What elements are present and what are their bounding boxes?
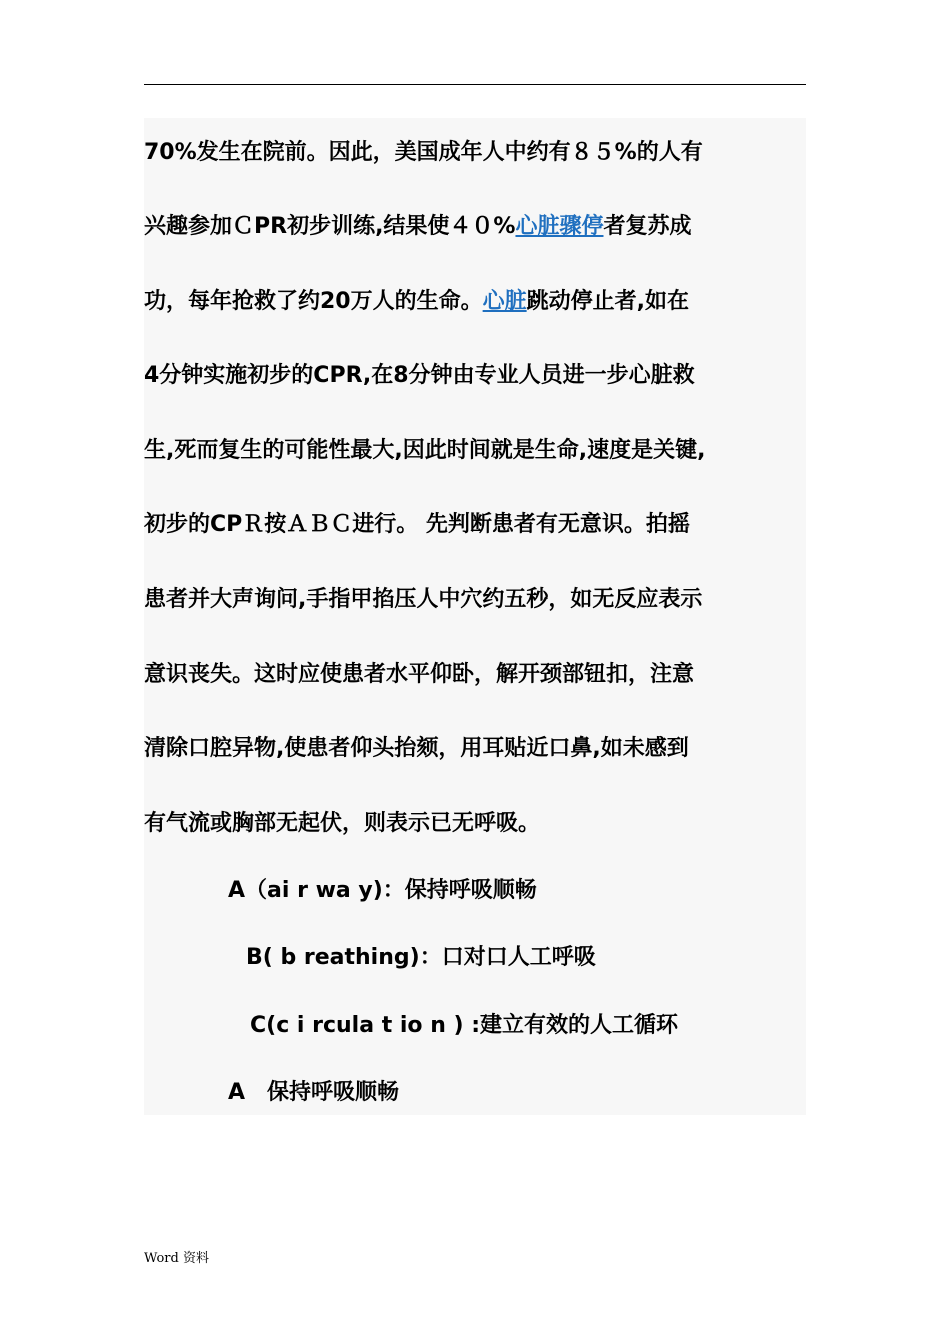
paragraph-line-1: 70%发生在院前。因此，美国成年人中约有８５%的人有 <box>144 140 703 165</box>
abc-item-breathing: B( b reathing)：口对口人工呼吸 <box>246 945 596 970</box>
paragraph-line-5: 生,死而复生的可能性最大,因此时间就是生命,速度是关键, <box>144 438 706 463</box>
paragraph-line-4: 4分钟实施初步的CPR,在8分钟由专业人员进一步心脏救 <box>144 363 695 388</box>
paragraph-line-6: 初步的CPＲ按ＡＢＣ进行。 先判断患者有无意识。拍摇 <box>144 512 690 537</box>
link-heart[interactable]: 心脏 <box>482 289 527 314</box>
paragraph-line-7: 患者并大声询问,手指甲掐压人中穴约五秒，如无反应表示 <box>144 587 703 612</box>
abc-item-airway: A（ai r wa y)：保持呼吸顺畅 <box>228 878 537 903</box>
section-heading: A 保持呼吸顺畅 <box>228 1080 400 1105</box>
paragraph-line-2-after: 者复苏成 <box>603 214 692 239</box>
paragraph-line-9: 清除口腔异物,使患者仰头抬颏，用耳贴近口鼻,如未感到 <box>144 736 689 761</box>
link-cardiac-arrest[interactable]: 心脏骤停 <box>515 214 604 239</box>
paragraph-line-2 <box>144 212 809 242</box>
abc-item-circulation: C(c i rcula t io n ) :建立有效的人工循环 <box>250 1013 679 1038</box>
paragraph-line-3 <box>144 287 809 317</box>
paragraph-line-10: 有气流或胸部无起伏，则表示已无呼吸。 <box>144 811 541 836</box>
header-rule <box>144 84 806 85</box>
footer-label: Word 资料 <box>144 1251 209 1266</box>
paragraph-line-3-before: 功，每年抢救了约20万人的生命。 <box>144 289 483 314</box>
paragraph-line-3-after: 跳动停止者,如在 <box>526 289 689 314</box>
paragraph-line-8: 意识丧失。这时应使患者水平仰卧，解开颈部钮扣，注意 <box>144 662 695 687</box>
paragraph-line-2-before: 兴趣参加ＣPR初步训练,结果使４０% <box>144 214 516 239</box>
